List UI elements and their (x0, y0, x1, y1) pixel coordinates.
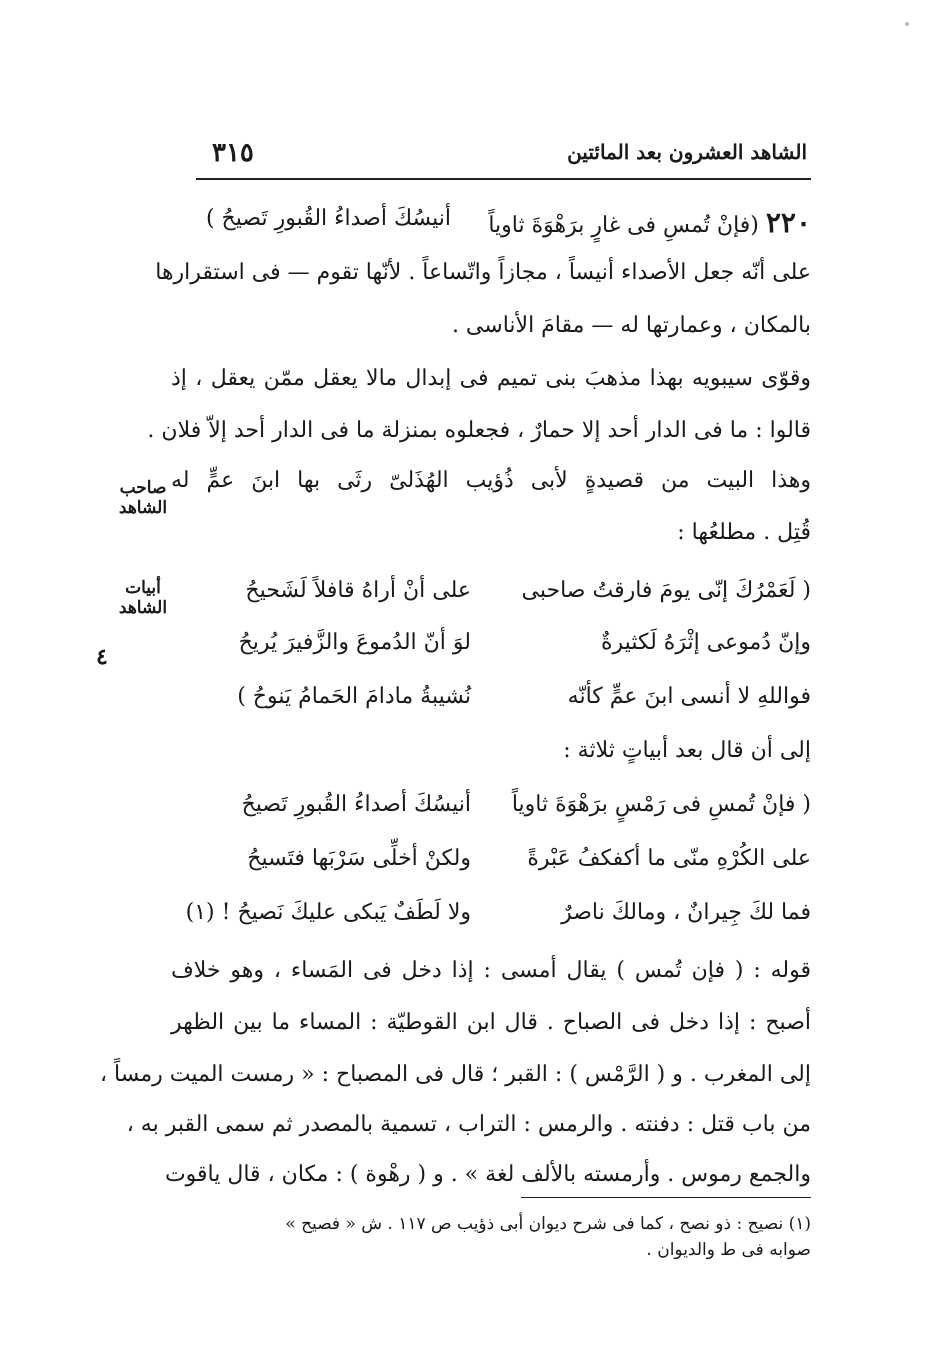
transition-line: إلى أن قال بعد أبياتٍ ثلاثة : (563, 738, 811, 763)
verse-hemistich-2: نُشيبةُ مادامَ الحَمامُ يَنوحُ ) (237, 684, 471, 709)
running-header-title: الشاهد العشرون بعد المائتين (567, 140, 807, 164)
paragraph-line: وقوّى سيبويه بهذا مذهبَ بنى تميم فى إبدال مالا يعقل ممّن يعقل ، إذ (171, 366, 811, 391)
side-note-verses: أبيات الشاهد (118, 578, 168, 618)
paragraph-line: على أنّه جعل الأصداء أنيساً ، مجازاً واتّساعاً . لأنّها تقوم — فى استقرارها (155, 260, 811, 285)
verse-hemistich-1: فما لكَ جِيرانٌ ، ومالكَ ناصرٌ (561, 900, 811, 925)
page-number: ٣١٥ (212, 138, 254, 168)
verse-hemistich-2: على أنْ أراهُ قافلاً لَشَحيحُ (245, 578, 471, 603)
side-note-author: صاحب الشاهد (118, 478, 168, 518)
commentary-line: والجمع رموس . وأرمسته بالألف لغة » . و ( رهْوة ) : مكان ، قال ياقوت (164, 1162, 811, 1187)
verse-hemistich-2: لوَ أنّ الدُموعَ والزَّفيرَ يُريحُ (238, 630, 471, 655)
verse-hemistich-1: فواللهِ لا أنسى ابنَ عمٍّ كأنّه (567, 684, 811, 709)
commentary-line: من باب قتل : دفنته . والرمس : التراب ، تسمية بالمصدر ثم سمى القبر به ، (126, 1112, 811, 1137)
verse-hemistich-2: أنيسُكَ أصداءُ القُبورِ تَصيحُ (241, 792, 471, 817)
commentary-line: إلى المغرب . و ( الرَّمْس ) : القبر ؛ قال فى المصباح : « رمست الميت رمساً ، (99, 1062, 811, 1087)
verse-hemistich-2: ولكنْ أخلِّى سَرْبَها فتَسيحُ (247, 846, 471, 871)
margin-number: ٤ (96, 644, 108, 670)
paragraph-line: قُتِل . مطلعُها : (677, 520, 811, 545)
paragraph-line: قالوا : ما فى الدار أحد إلا حمارٌ ، فجعلوه بمنزلة ما فى الدار أحد إلاّ فلان . (147, 418, 811, 443)
footnote-rule (521, 1197, 811, 1198)
entry-verse-hemistich-2: أنيسُكَ أصداءُ القُبورِ تَصيحُ ) (205, 206, 451, 231)
entry-number: ٢٢٠ (765, 206, 811, 239)
verse-hemistich-2: ولا لَطَفٌ يَبكى عليكَ نَصيحُ ! (١) (185, 900, 471, 925)
verse-hemistich-1: على الكُرْهِ منّى ما أكفكفُ عَبْرةً (527, 846, 811, 871)
footnote-line: صوابه فى ط والديوان . (646, 1240, 811, 1260)
paragraph-line: وهذا البيت من قصيدةٍ لأبى ذُؤيب الهُذَلىّ رثَى بها ابنَ عمٍّ له (171, 468, 811, 493)
verse-hemistich-1: ( فإنْ تُمسِ فى رَمْسٍ برَهْوَةَ ثاوياً (511, 792, 811, 817)
verse-hemistich-1: وإنّ دُموعى إثْرَهُ لَكثيرةٌ (601, 630, 811, 655)
header-rule (196, 178, 811, 180)
footnote-line: (١) نصيح : ذو نصح ، كما فى شرح ديوان أبى ذؤيب ص ١١٧ . ش « فصيح » (285, 1214, 811, 1234)
commentary-line: أصبح : إذا دخل فى الصباح . قال ابن القوطيّة : المساء ما بين الظهر (171, 1010, 811, 1035)
entry-verse-hemistich-1: (فإنْ تُمسِ فى غارٍ برَهْوَةَ ثاوياً (488, 213, 759, 238)
commentary-line: قوله : ( فإن تُمس ) يقال أمسى : إذا دخل فى المَساء ، وهو خلاف (171, 958, 811, 983)
paragraph-line: بالمكان ، وعمارتها له — مقامَ الأناسى . (451, 313, 811, 338)
paper-speck (905, 22, 909, 26)
verse-hemistich-1: ( لَعَمْرُكَ إنّى يومَ فارقتُ صاحبى (521, 578, 811, 603)
